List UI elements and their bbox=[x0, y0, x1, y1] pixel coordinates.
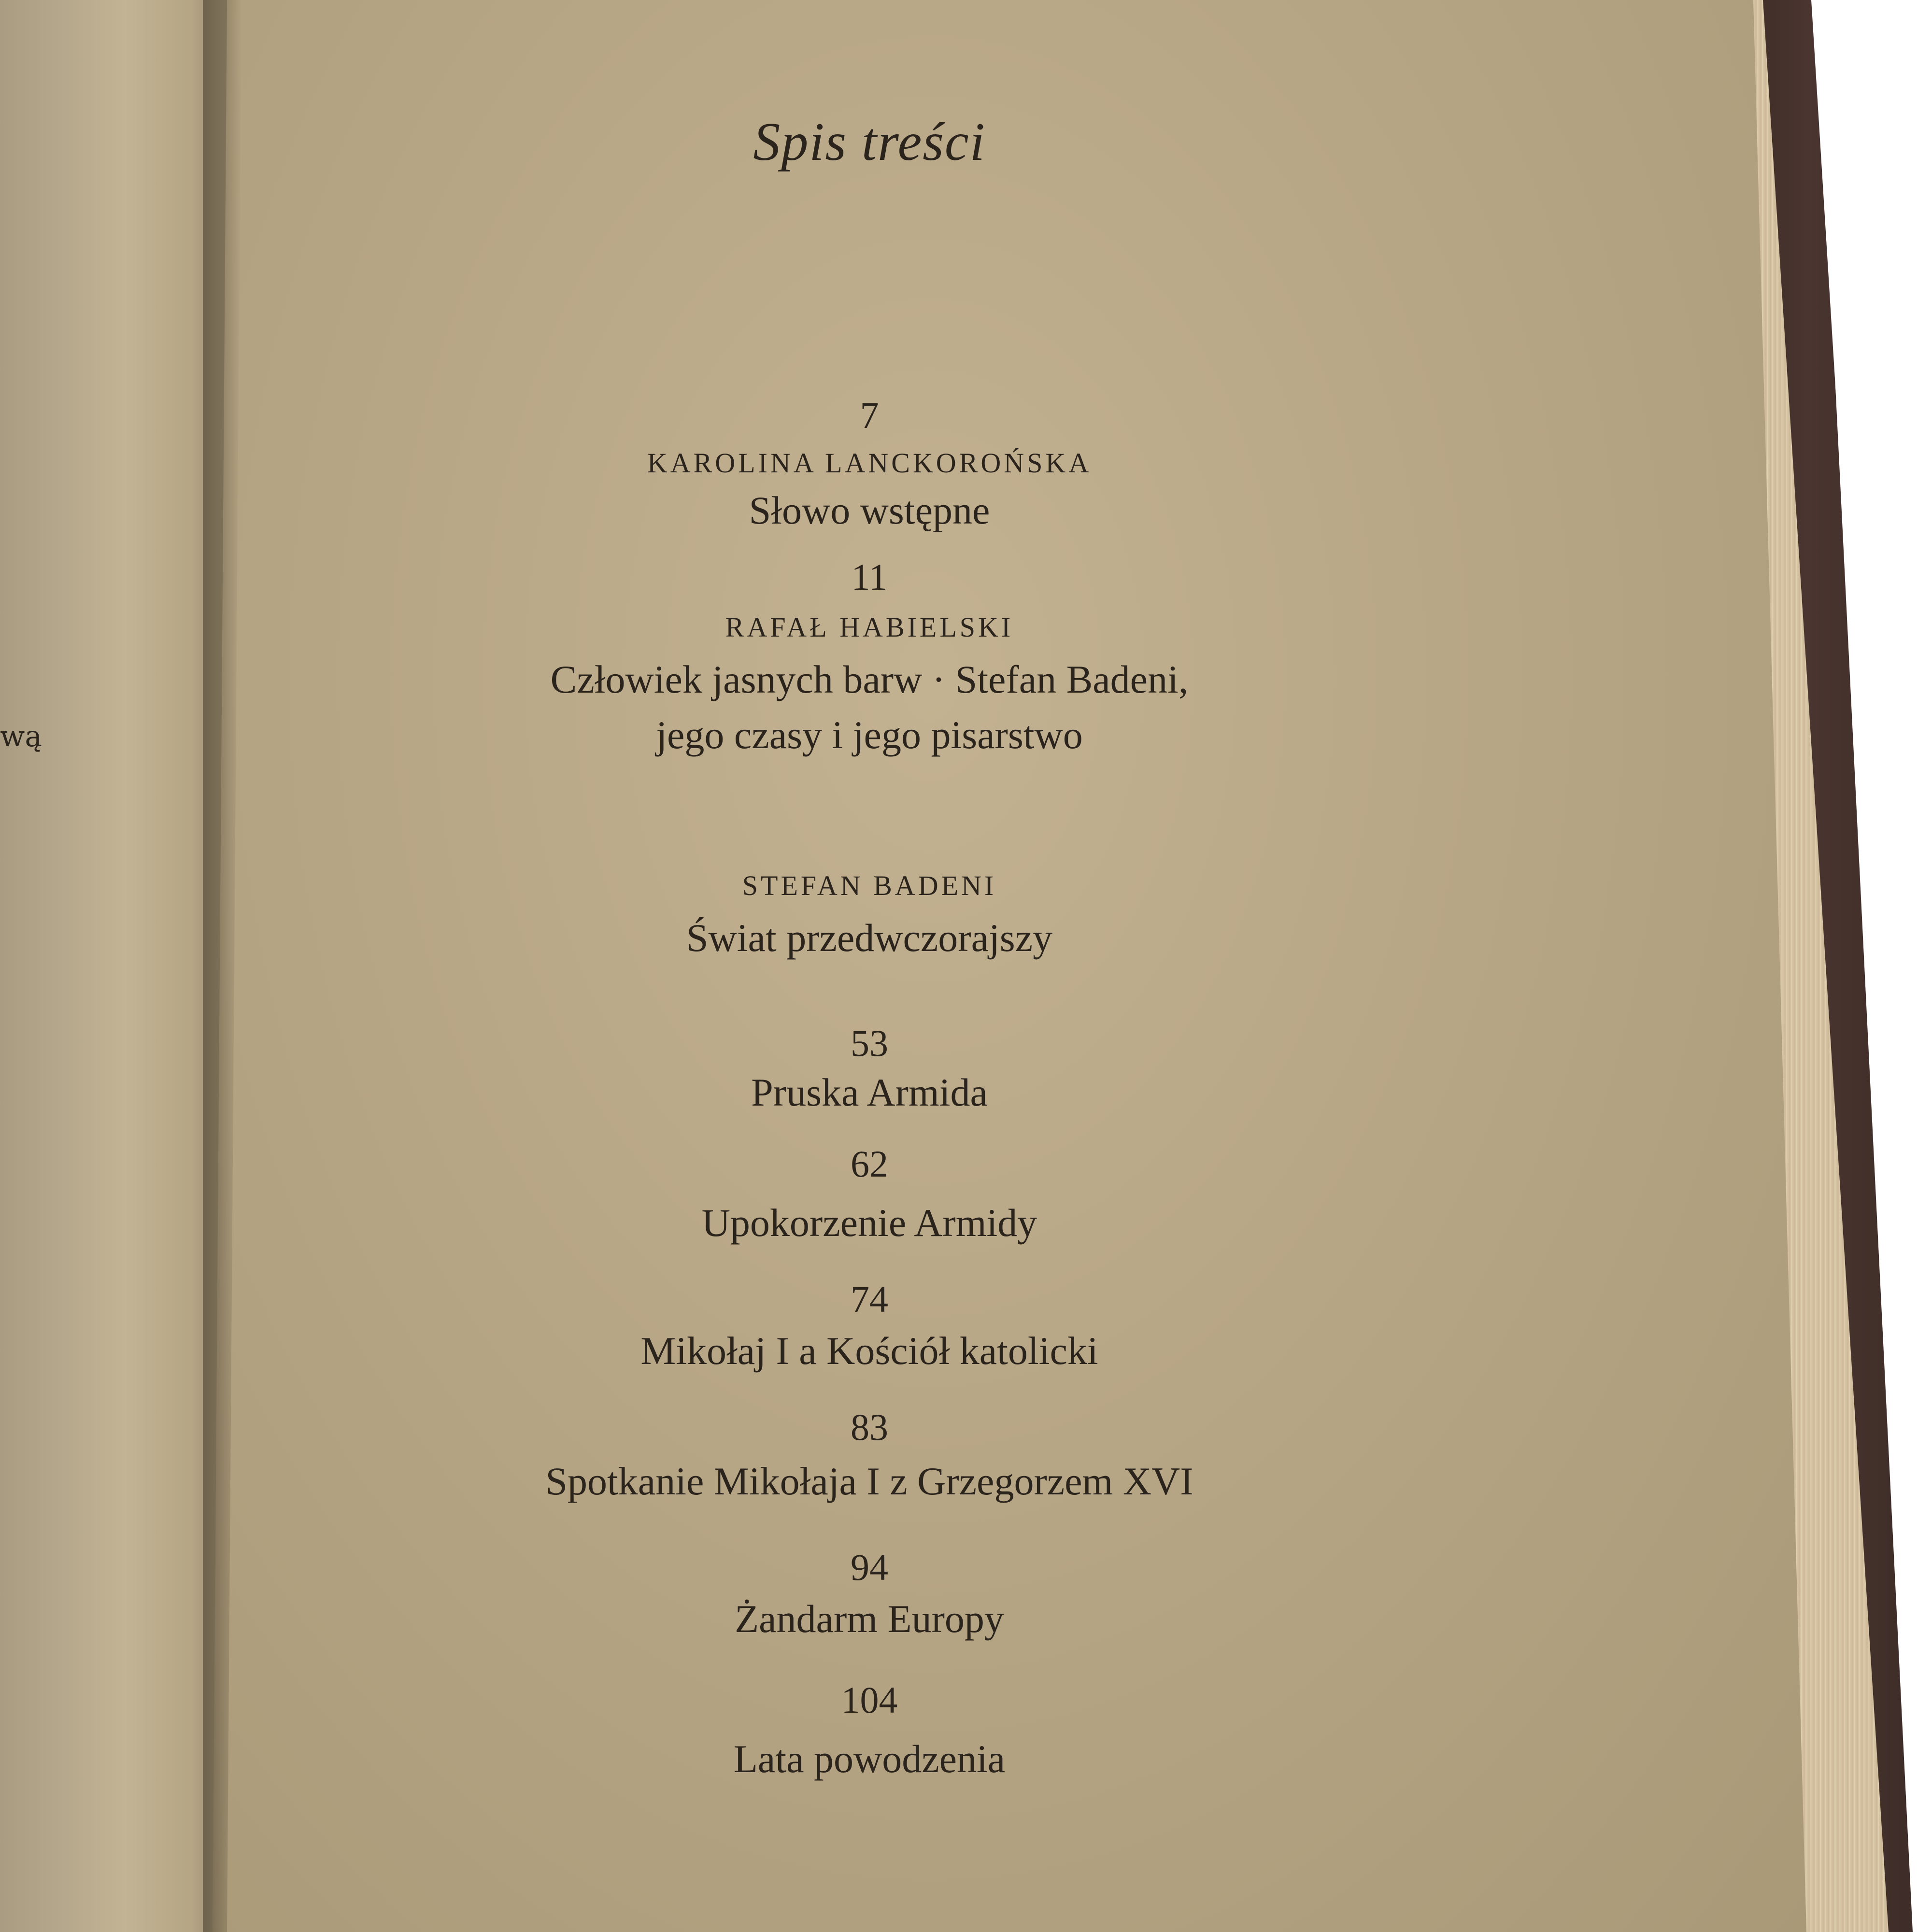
toc-page-number: 7 bbox=[860, 394, 879, 436]
toc-author: KAROLINA LANCKOROŃSKA bbox=[647, 447, 1092, 479]
toc-page-number: 62 bbox=[851, 1143, 888, 1185]
toc-page-number: 83 bbox=[851, 1406, 888, 1448]
toc-entry-title: Słowo wstępne bbox=[749, 488, 990, 532]
toc-entry-title: Żandarm Europy bbox=[735, 1597, 1004, 1641]
toc-page-number: 94 bbox=[851, 1546, 888, 1588]
toc-entry-title: Upokorzenie Armidy bbox=[701, 1201, 1037, 1245]
toc-entry-title: Lata powodzenia bbox=[733, 1737, 1006, 1781]
toc-page-number: 11 bbox=[851, 556, 888, 598]
toc-entry-title: Pruska Armida bbox=[751, 1070, 988, 1114]
left-page-text-fragment: wą bbox=[0, 720, 43, 753]
toc-entry-title: Mikołaj I a Kościół katolicki bbox=[640, 1329, 1098, 1373]
toc-title: Spis treści bbox=[753, 112, 986, 172]
toc-part-title: Świat przedwczorajszy bbox=[686, 916, 1053, 960]
toc-entry-title: Człowiek jasnych barw · Stefan Badeni, bbox=[550, 657, 1189, 701]
toc-entry-title: Spotkanie Mikołaja I z Grzegorzem XVI bbox=[545, 1459, 1193, 1503]
toc-page-number: 74 bbox=[851, 1278, 888, 1320]
toc-author: STEFAN BADENI bbox=[742, 870, 997, 901]
toc-entry-title-continued: jego czasy i jego pisarstwo bbox=[656, 713, 1083, 757]
toc-page-number: 104 bbox=[841, 1679, 898, 1721]
toc-author: RAFAŁ HABIELSKI bbox=[725, 611, 1014, 643]
toc-page-number: 53 bbox=[851, 1022, 888, 1064]
